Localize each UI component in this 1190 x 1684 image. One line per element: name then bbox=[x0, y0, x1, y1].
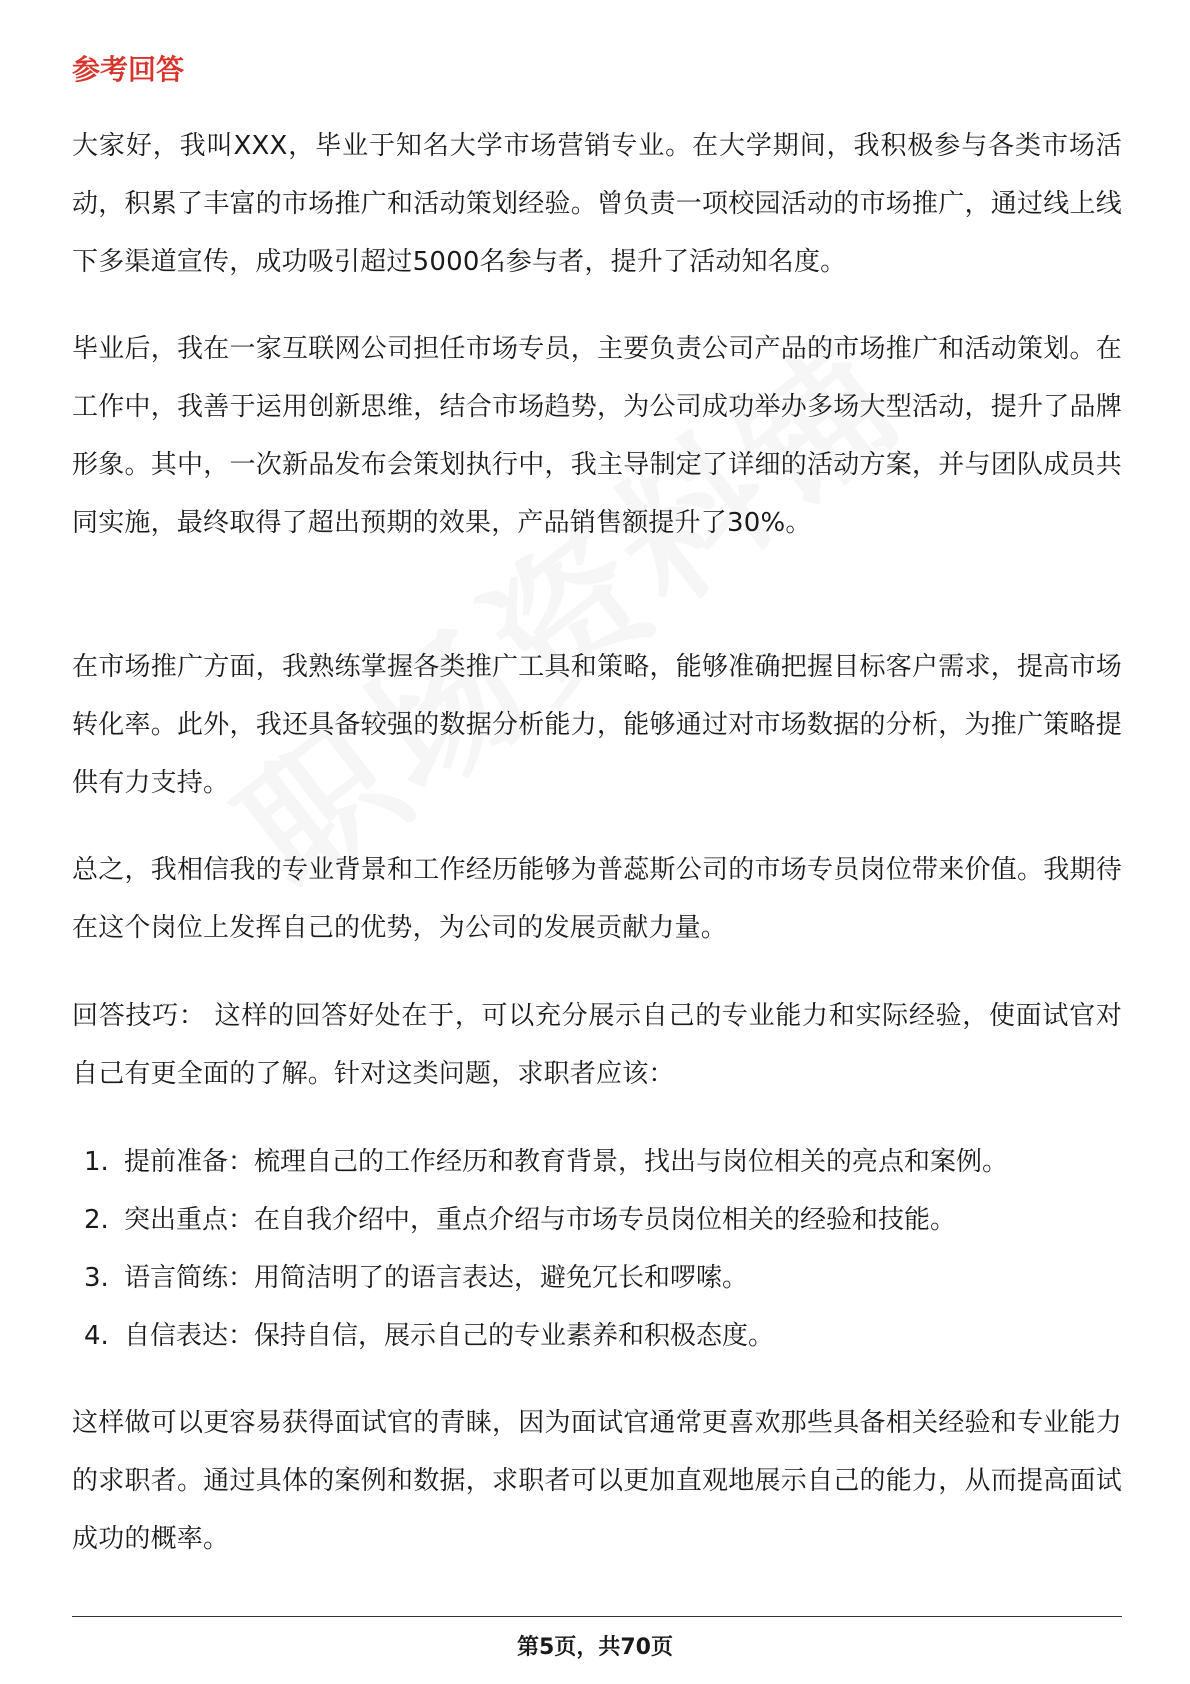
list-item bbox=[84, 1307, 1114, 1365]
tips-intro-paragraph: 回答技巧： 这样的回答好处在于，可以充分展示自己的专业能力和实际经验，使面试官对自己有更全面的了解。针对这类问题，求职者应该： bbox=[72, 1001, 1123, 1089]
list-item-text: 突出重点：在自我介绍中，重点介绍与市场专员岗位相关的经验和技能。 bbox=[124, 1205, 957, 1235]
list-item-number: 3. bbox=[84, 1263, 109, 1293]
answer-paragraph-2: 毕业后，我在一家互联网公司担任市场专员，主要负责公司产品的市场推广和活动策划。在工作中，我善于运用创新思维，结合市场趋势，为公司成功举办多场大型活动，提升了品牌形象。其中，一次新品发布会策划执行中，我主导制定了详细的活动方案，并与团队成员共同实施，最终取得了超出预期的效果，产品销售额提升了30%。 bbox=[72, 334, 1122, 538]
footer-divider bbox=[72, 1616, 1122, 1617]
conclusion-paragraph: 这样做可以更容易获得面试官的青睐，因为面试官通常更喜欢那些具备相关经验和专业能力的求职者。通过具体的案例和数据，求职者可以更加直观地展示自己的能力，从而提高面试成功的概率。 bbox=[72, 1408, 1122, 1554]
answer-paragraph-1: 大家好，我叫XXX，毕业于知名大学市场营销专业。在大学期间，我积极参与各类市场活动，积累了丰富的市场推广和活动策划经验。曾负责一项校园活动的市场推广，通过线上线下多渠道宣传，成功吸引超过5000名参与者，提升了活动知名度。 bbox=[72, 131, 1122, 277]
section-heading: 参考回答 bbox=[72, 53, 185, 86]
list-item bbox=[84, 1191, 1114, 1249]
page-number: 第5页，共70页 bbox=[517, 1635, 673, 1660]
tips-list bbox=[84, 1133, 1114, 1365]
list-item bbox=[84, 1249, 1114, 1307]
list-item-text: 提前准备：梳理自己的工作经历和教育背景，找出与岗位相关的亮点和案例。 bbox=[124, 1147, 1009, 1177]
list-item-number: 1. bbox=[84, 1147, 109, 1177]
list-item-number: 2. bbox=[84, 1205, 109, 1235]
answer-paragraph-4: 总之，我相信我的专业背景和工作经历能够为普蕊斯公司的市场专员岗位带来价值。我期待在这个岗位上发挥自己的优势，为公司的发展贡献力量。 bbox=[72, 855, 1122, 943]
answer-paragraph-3: 在市场推广方面，我熟练掌握各类推广工具和策略，能够准确把握目标客户需求，提高市场转化率。此外，我还具备较强的数据分析能力，能够通过对市场数据的分析，为推广策略提供有力支持。 bbox=[72, 652, 1122, 798]
list-item-text: 自信表达：保持自信，展示自己的专业素养和积极态度。 bbox=[124, 1321, 775, 1351]
list-item-text: 语言简练：用简洁明了的语言表达，避免冗长和啰嗦。 bbox=[124, 1263, 749, 1293]
list-item bbox=[84, 1133, 1114, 1191]
list-item-number: 4. bbox=[84, 1321, 109, 1351]
